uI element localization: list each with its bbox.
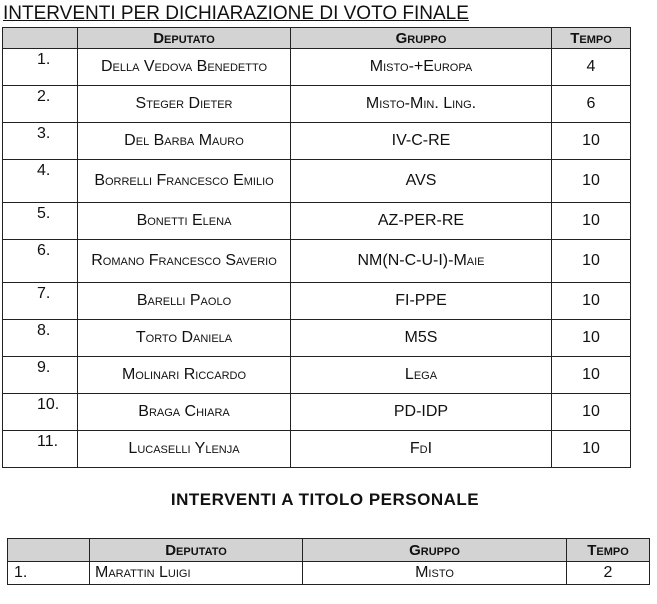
table-row bbox=[3, 283, 631, 320]
row-deputato: Braga Chiara bbox=[78, 394, 291, 431]
table-header-row bbox=[8, 539, 650, 562]
row-tempo: 10 bbox=[552, 123, 631, 160]
row-gruppo: Misto-+Europa bbox=[291, 49, 552, 86]
header-tempo: Tempo bbox=[552, 28, 631, 49]
row-num: 4. bbox=[3, 160, 78, 203]
header-deputato: Deputato bbox=[90, 539, 303, 562]
table-header-row bbox=[3, 28, 631, 49]
header-gruppo: Gruppo bbox=[303, 539, 567, 562]
row-gruppo: FI-PPE bbox=[291, 283, 552, 320]
row-tempo: 10 bbox=[552, 431, 631, 468]
row-tempo: 10 bbox=[552, 357, 631, 394]
row-deputato: Molinari Riccardo bbox=[78, 357, 291, 394]
row-tempo: 10 bbox=[552, 203, 631, 240]
row-tempo: 10 bbox=[552, 320, 631, 357]
table-row bbox=[3, 357, 631, 394]
header-deputato: Deputato bbox=[78, 28, 291, 49]
header-num bbox=[8, 539, 90, 562]
row-tempo: 10 bbox=[552, 394, 631, 431]
table-row bbox=[3, 123, 631, 160]
row-gruppo: Misto bbox=[303, 562, 567, 585]
row-gruppo: NM(N-C-U-I)-Maie bbox=[291, 240, 552, 283]
row-tempo: 10 bbox=[552, 283, 631, 320]
table-row bbox=[3, 320, 631, 357]
table-row bbox=[3, 160, 631, 203]
row-deputato: Del Barba Mauro bbox=[78, 123, 291, 160]
row-num: 5. bbox=[3, 203, 78, 240]
row-tempo: 6 bbox=[552, 86, 631, 123]
row-num: 10. bbox=[3, 394, 78, 431]
row-deputato: Bonetti Elena bbox=[78, 203, 291, 240]
table-row bbox=[3, 431, 631, 468]
section-title-titolo-personale: INTERVENTI A TITOLO PERSONALE bbox=[170, 490, 480, 509]
row-gruppo: Lega bbox=[291, 357, 552, 394]
row-gruppo: FdI bbox=[291, 431, 552, 468]
row-deputato: Steger Dieter bbox=[78, 86, 291, 123]
row-num: 1. bbox=[8, 562, 90, 585]
row-deputato: Romano Francesco Saverio bbox=[78, 240, 291, 283]
row-num: 9. bbox=[3, 357, 78, 394]
table-voto-finale bbox=[2, 27, 631, 468]
row-deputato: Borrelli Francesco Emilio bbox=[78, 160, 291, 203]
table-row bbox=[8, 562, 650, 585]
table-row bbox=[3, 240, 631, 283]
row-gruppo: PD-IDP bbox=[291, 394, 552, 431]
row-tempo: 4 bbox=[552, 49, 631, 86]
row-gruppo: AZ-PER-RE bbox=[291, 203, 552, 240]
row-num: 11. bbox=[3, 431, 78, 468]
row-gruppo: IV-C-RE bbox=[291, 123, 552, 160]
header-gruppo: Gruppo bbox=[291, 28, 552, 49]
row-tempo: 10 bbox=[552, 240, 631, 283]
row-num: 3. bbox=[3, 123, 78, 160]
header-tempo: Tempo bbox=[567, 539, 650, 562]
row-num: 7. bbox=[3, 283, 78, 320]
row-num: 2. bbox=[3, 86, 78, 123]
table-row bbox=[3, 394, 631, 431]
table-row bbox=[3, 203, 631, 240]
row-deputato: Lucaselli Ylenja bbox=[78, 431, 291, 468]
row-gruppo: Misto-Min. Ling. bbox=[291, 86, 552, 123]
table-row bbox=[3, 86, 631, 123]
table-row bbox=[3, 49, 631, 86]
row-num: 6. bbox=[3, 240, 78, 283]
row-gruppo: M5S bbox=[291, 320, 552, 357]
row-deputato: Torto Daniela bbox=[78, 320, 291, 357]
row-gruppo: AVS bbox=[291, 160, 552, 203]
section-title-voto-finale: INTERVENTI PER DICHIARAZIONE DI VOTO FINALE bbox=[3, 3, 469, 24]
row-num: 8. bbox=[3, 320, 78, 357]
table-titolo-personale bbox=[7, 538, 650, 585]
row-num: 1. bbox=[3, 49, 78, 86]
row-deputato: Barelli Paolo bbox=[78, 283, 291, 320]
row-deputato: Della Vedova Benedetto bbox=[78, 49, 291, 86]
row-deputato: Marattin Luigi bbox=[90, 562, 303, 585]
row-tempo: 10 bbox=[552, 160, 631, 203]
header-num bbox=[3, 28, 78, 49]
row-tempo: 2 bbox=[567, 562, 650, 585]
